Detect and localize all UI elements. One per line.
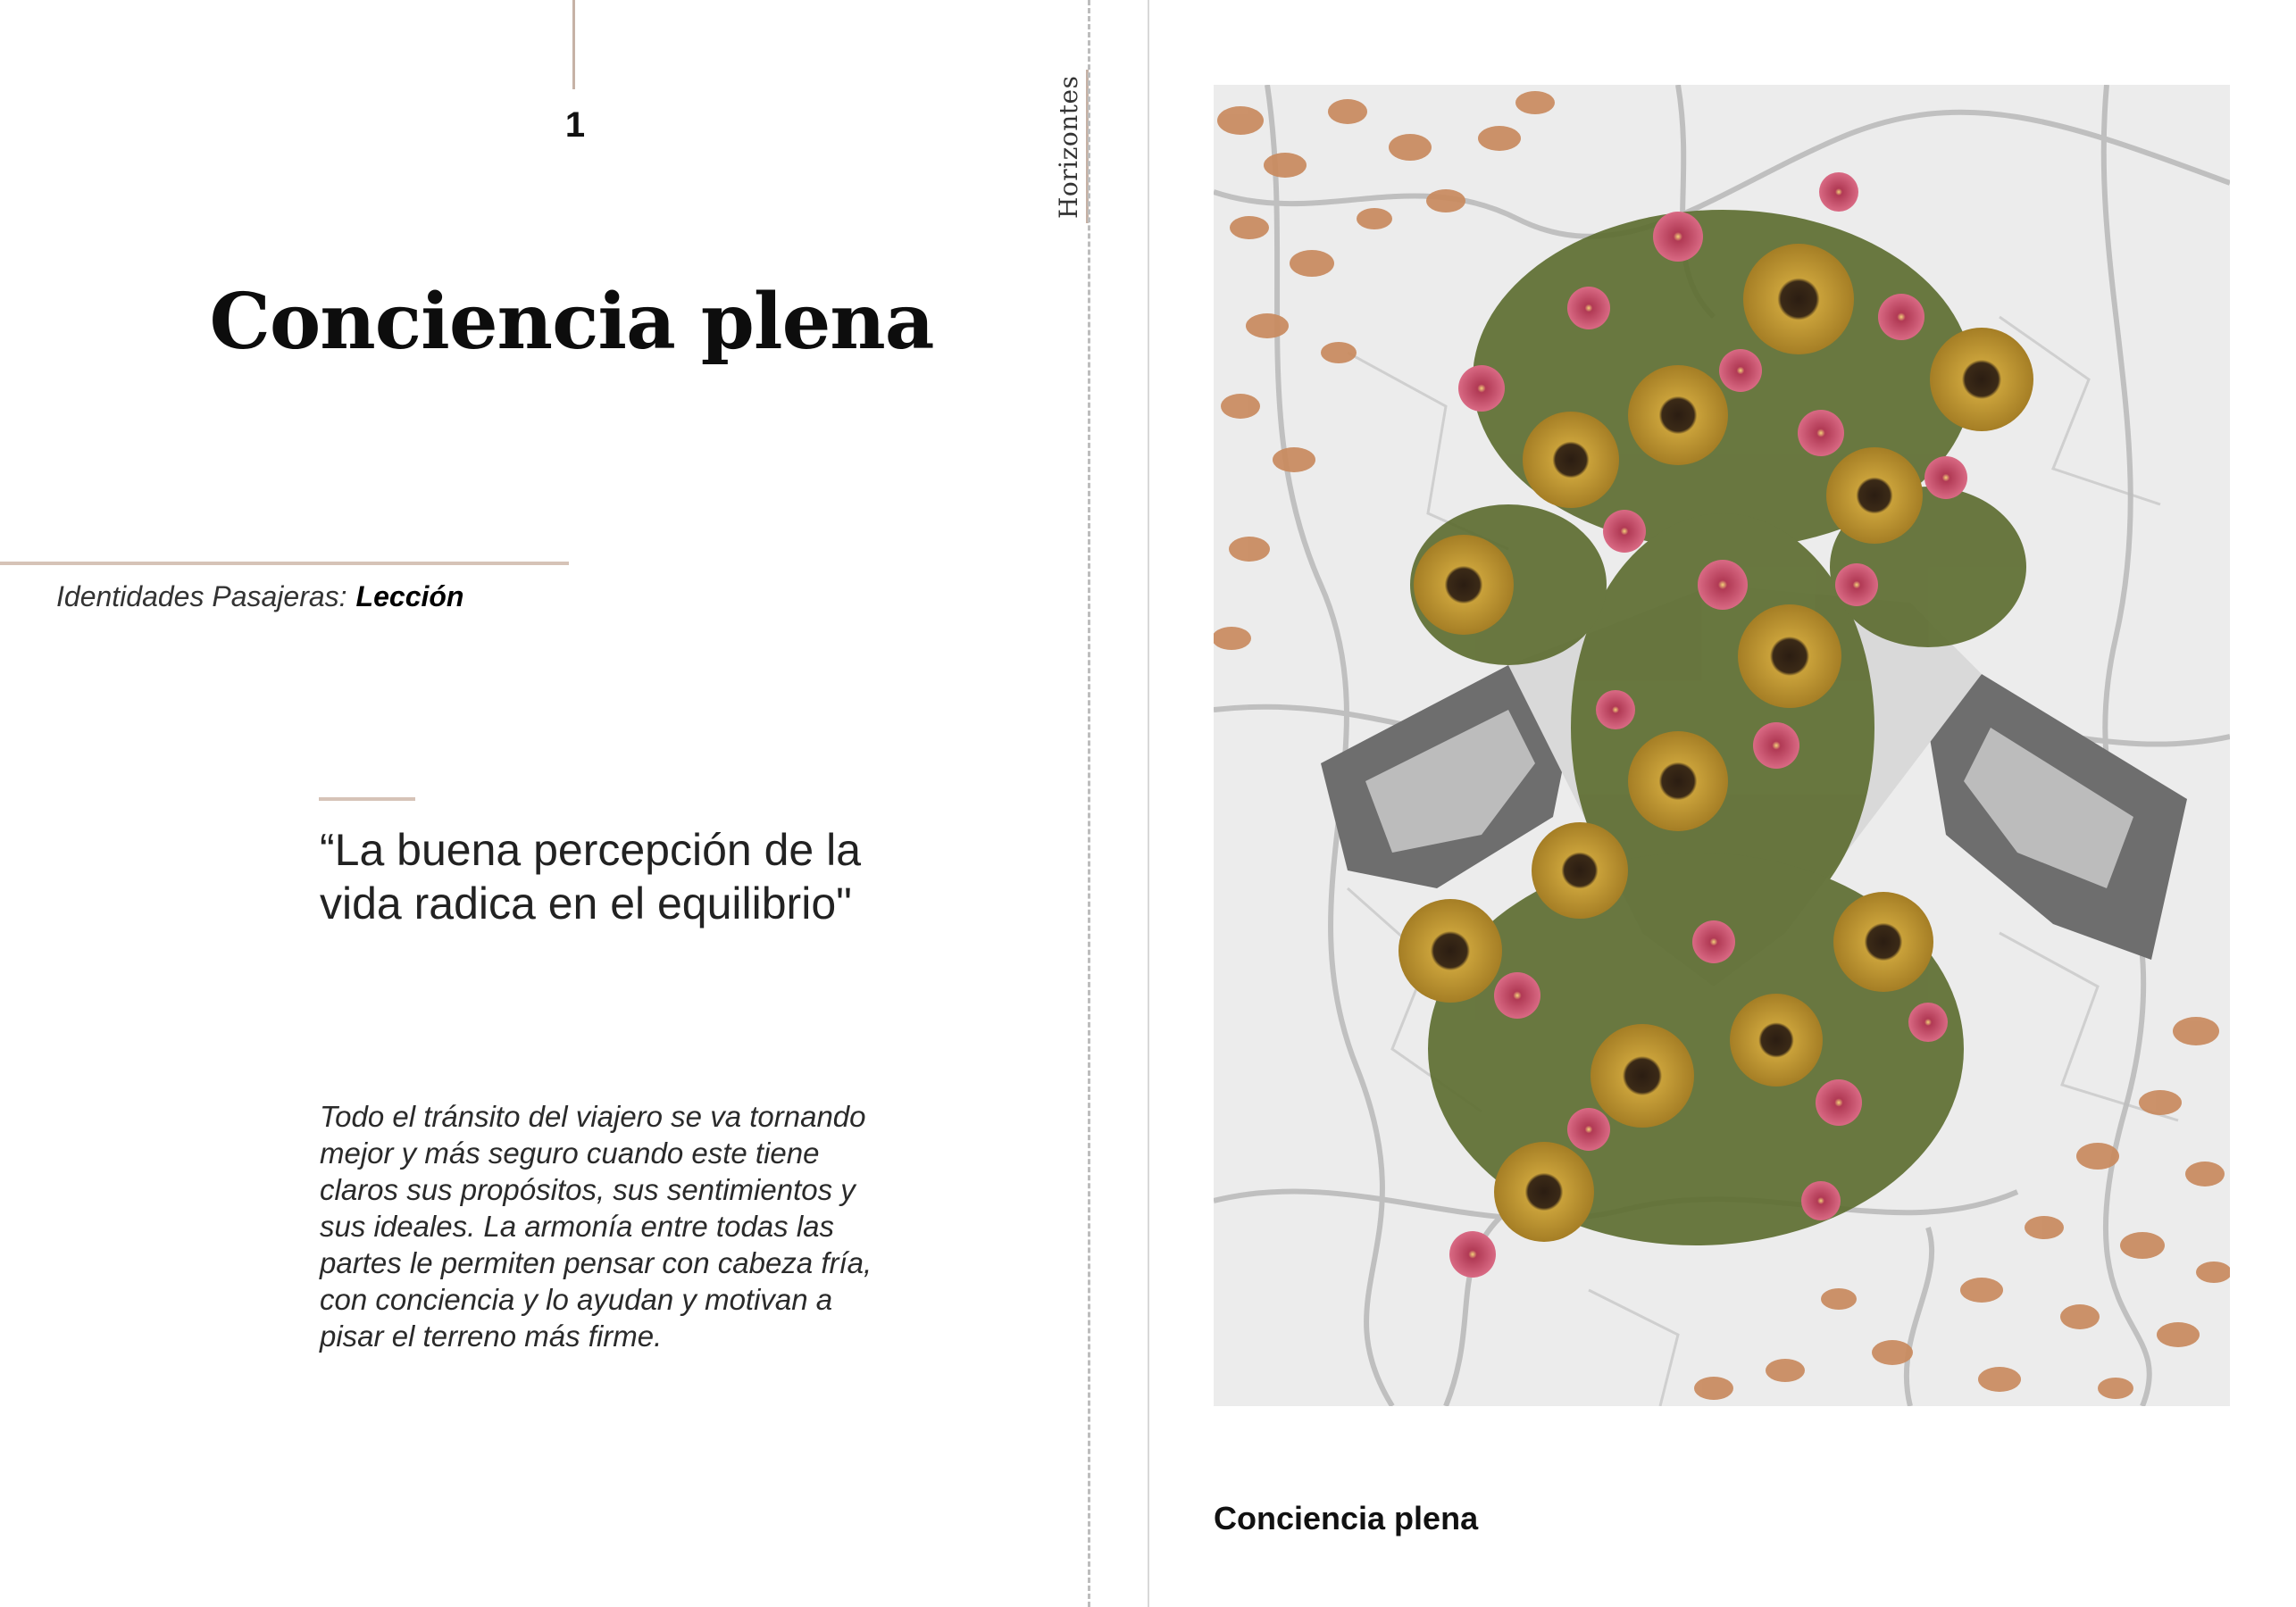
series-type: Lección	[355, 580, 464, 612]
section-divider	[0, 562, 569, 565]
artwork-caption: Conciencia plena	[1214, 1500, 1479, 1536]
side-label-text: Horizontes	[1054, 75, 1083, 219]
page-number: 1	[564, 105, 586, 145]
fold-line	[1088, 0, 1090, 1607]
collage-artwork	[1214, 85, 2230, 1406]
body-paragraph: Todo el tránsito del viajero se va tornando mejor y más seguro cuando este tiene claros sus propósitos, sus sentimientos y sus ideales. La armonía entre todas las partes le permiten pensar con cabeza fría, con conciencia y lo ayudan y motivan a pisar el terreno más firme.	[320, 1100, 872, 1353]
left-page	[0, 0, 1090, 1607]
pull-quote: “La buena percepción de la vida radica en el equilibrio"	[320, 825, 862, 928]
collage-svg	[1214, 85, 2230, 1406]
series-name: Identidades Pasajeras:	[56, 580, 347, 612]
side-label	[1027, 54, 1090, 232]
quote-divider	[319, 797, 415, 801]
top-tick-rule	[572, 0, 575, 89]
page-title: Conciencia plena	[209, 277, 934, 367]
series-line	[56, 580, 463, 613]
